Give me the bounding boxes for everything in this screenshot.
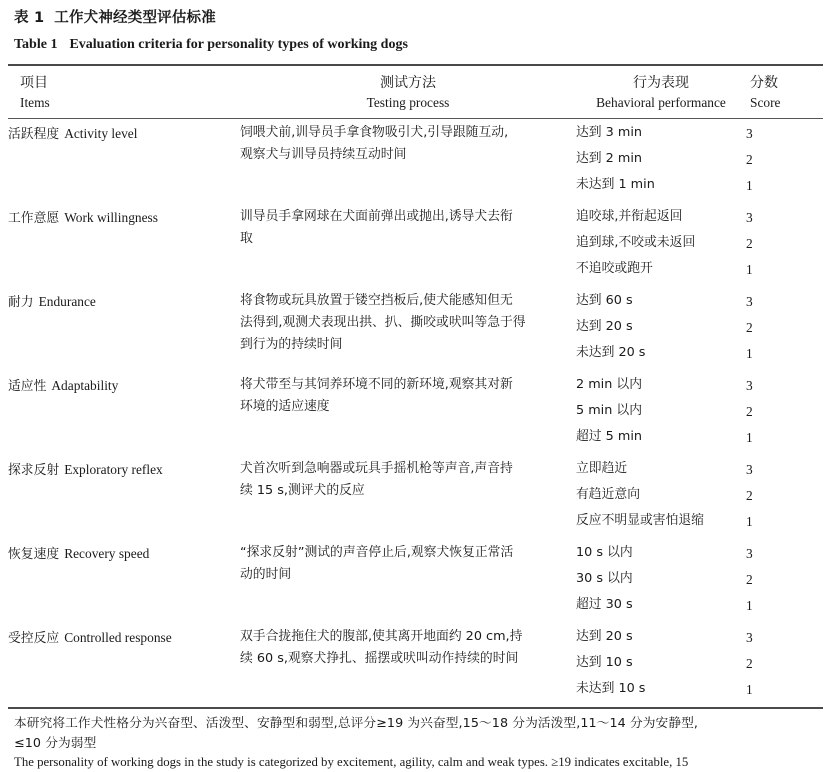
cell-score [746, 539, 823, 623]
item-name-en: Adaptability [51, 378, 119, 394]
caption-chinese-label: 表 1 [14, 10, 45, 26]
table-head [8, 66, 823, 119]
behavior-criterion: 达到 20 s [576, 319, 633, 335]
item-name-cn: 活跃程度 [8, 127, 60, 143]
cell-score [746, 455, 823, 539]
process-line: 训导员手拿网球在犬面前弹出或抛出,诱导犬去衔 [240, 209, 513, 225]
table-header-row [8, 66, 823, 119]
behavior-criterion: 达到 3 min [576, 125, 643, 141]
score-value: 3 [746, 462, 753, 478]
table-row [8, 371, 823, 455]
criteria-table [8, 66, 823, 119]
process-line: 饲喂犬前,训导员手拿食物吸引犬,引导跟随互动, [240, 125, 509, 141]
score-value: 2 [746, 236, 753, 252]
score-value: 1 [746, 346, 753, 362]
process-line: 环境的适应速度 [240, 399, 330, 415]
cell-item [8, 539, 240, 623]
score-value: 3 [746, 294, 753, 310]
caption-chinese-title: 工作犬神经类型评估标准 [54, 10, 216, 26]
cell-process [240, 287, 576, 371]
cell-behavior [576, 455, 746, 539]
behavior-criterion: 达到 60 s [576, 293, 633, 309]
caption-english-label: Table 1 [14, 37, 58, 53]
item-name-en: Activity level [64, 126, 138, 142]
score-value: 1 [746, 178, 753, 194]
cell-behavior [576, 119, 746, 203]
score-value: 2 [746, 572, 753, 588]
behavior-criterion: 立即趋近 [576, 461, 628, 477]
behavior-criterion: 2 min 以内 [576, 377, 643, 393]
column-header-process-en: Testing process [366, 94, 450, 110]
table-row [8, 623, 823, 707]
process-line: 将食物或玩具放置于镂空挡板后,使犬能感知但无 [240, 293, 513, 309]
caption-english-title: Evaluation criteria for personality types of working dogs [69, 37, 408, 53]
column-header-behavior-cn: 行为表现 [633, 74, 689, 91]
process-line: “探求反射”测试的声音停止后,观察犬恢复正常活 [240, 545, 514, 561]
column-header-process [240, 66, 576, 119]
criteria-table-body [8, 119, 823, 707]
column-header-behavior-en: Behavioral performance [596, 94, 726, 110]
behavior-criterion: 30 s 以内 [576, 571, 633, 587]
column-header-behavior [576, 66, 746, 119]
behavior-criterion: 超过 30 s [576, 597, 633, 613]
score-value: 3 [746, 630, 753, 646]
score-value: 1 [746, 598, 753, 614]
cell-process [240, 371, 576, 455]
cell-item [8, 455, 240, 539]
caption-english [8, 27, 823, 54]
item-name-cn: 耐力 [8, 295, 34, 311]
table-row [8, 539, 823, 623]
footnote-english: The personality of working dogs in the study is categorized by excitement, agility, calm and weak types. ≥19 indicates excitable, 15 [14, 755, 689, 770]
behavior-criterion: 达到 2 min [576, 151, 643, 167]
cell-score [746, 119, 823, 203]
cell-process [240, 203, 576, 287]
item-name-en: Recovery speed [64, 546, 150, 562]
item-name-en: Exploratory reflex [64, 462, 163, 478]
cell-item [8, 119, 240, 203]
cell-item [8, 287, 240, 371]
behavior-criterion: 达到 20 s [576, 629, 633, 645]
score-value: 2 [746, 656, 753, 672]
footnote-chinese [8, 709, 823, 753]
cell-behavior [576, 539, 746, 623]
column-header-score-cn: 分数 [750, 74, 778, 91]
cell-behavior [576, 203, 746, 287]
behavior-criterion: 未达到 1 min [576, 177, 655, 193]
score-value: 3 [746, 378, 753, 394]
item-name-en: Work willingness [64, 210, 158, 226]
cell-process [240, 623, 576, 707]
score-value: 3 [746, 546, 753, 562]
cell-score [746, 203, 823, 287]
behavior-criterion: 达到 10 s [576, 655, 633, 671]
process-line: 双手合拢拖住犬的腹部,使其离开地面约 20 cm,持 [240, 629, 523, 645]
score-value: 2 [746, 152, 753, 168]
score-value: 1 [746, 430, 753, 446]
footnote-chinese-line2: ≤10 分为弱型 [14, 735, 97, 751]
cell-process [240, 539, 576, 623]
score-value: 2 [746, 404, 753, 420]
cell-behavior [576, 287, 746, 371]
footnote-chinese-line1: 本研究将工作犬性格分为兴奋型、活泼型、安静型和弱型,总评分≥19 为兴奋型,15～18 分为活泼型,11～14 分为安静型, [14, 715, 699, 731]
process-line: 法得到,观测犬表现出拱、扒、撕咬或吠叫等急于得 [240, 315, 526, 331]
score-value: 1 [746, 682, 753, 698]
column-header-items-en: Items [20, 94, 50, 110]
table-row [8, 119, 823, 203]
behavior-criterion: 有趋近意向 [576, 487, 640, 503]
cell-process [240, 455, 576, 539]
behavior-criterion: 反应不明显或害怕退缩 [576, 513, 704, 529]
score-value: 1 [746, 514, 753, 530]
behavior-criterion: 追咬球,并衔起返回 [576, 209, 683, 225]
item-name-cn: 恢复速度 [8, 547, 60, 563]
cell-item [8, 203, 240, 287]
item-name-en: Controlled response [64, 630, 172, 646]
process-line: 动的时间 [240, 567, 292, 583]
caption-chinese [8, 0, 823, 27]
behavior-criterion: 不追咬或跑开 [576, 261, 653, 277]
score-value: 2 [746, 320, 753, 336]
item-name-cn: 探求反射 [8, 463, 60, 479]
table-body [8, 119, 823, 707]
column-header-score-en: Score [750, 94, 781, 110]
behavior-criterion: 10 s 以内 [576, 545, 633, 561]
process-line: 到行为的持续时间 [240, 337, 343, 353]
cell-score [746, 371, 823, 455]
item-name-cn: 受控反应 [8, 631, 60, 647]
behavior-criterion: 未达到 20 s [576, 345, 646, 361]
process-line: 续 60 s,观察犬挣扎、摇摆或吠叫动作持续的时间 [240, 651, 519, 667]
column-header-items-cn: 项目 [20, 74, 48, 91]
score-value: 1 [746, 262, 753, 278]
cell-item [8, 371, 240, 455]
cell-item [8, 623, 240, 707]
process-line: 观察犬与训导员持续互动时间 [240, 147, 407, 163]
process-line: 犬首次听到急响器或玩具手摇机枪等声音,声音持 [240, 461, 513, 477]
cell-behavior [576, 623, 746, 707]
table-row [8, 203, 823, 287]
item-name-cn: 适应性 [8, 379, 47, 395]
score-value: 3 [746, 210, 753, 226]
cell-behavior [576, 371, 746, 455]
cell-score [746, 287, 823, 371]
process-line: 续 15 s,测评犬的反应 [240, 483, 365, 499]
score-value: 3 [746, 126, 753, 142]
column-header-process-cn: 测试方法 [380, 74, 436, 91]
table-row [8, 455, 823, 539]
column-header-items [8, 66, 240, 119]
behavior-criterion: 未达到 10 s [576, 681, 646, 697]
process-line: 取 [240, 231, 253, 247]
score-value: 2 [746, 488, 753, 504]
column-header-score [746, 66, 823, 119]
behavior-criterion: 超过 5 min [576, 429, 643, 445]
behavior-criterion: 5 min 以内 [576, 403, 643, 419]
cell-score [746, 623, 823, 707]
behavior-criterion: 追到球,不咬或未返回 [576, 235, 696, 251]
cell-process [240, 119, 576, 203]
table-row [8, 287, 823, 371]
process-line: 将犬带至与其饲养环境不同的新环境,观察其对新 [240, 377, 513, 393]
item-name-en: Endurance [38, 294, 96, 310]
item-name-cn: 工作意愿 [8, 211, 60, 227]
